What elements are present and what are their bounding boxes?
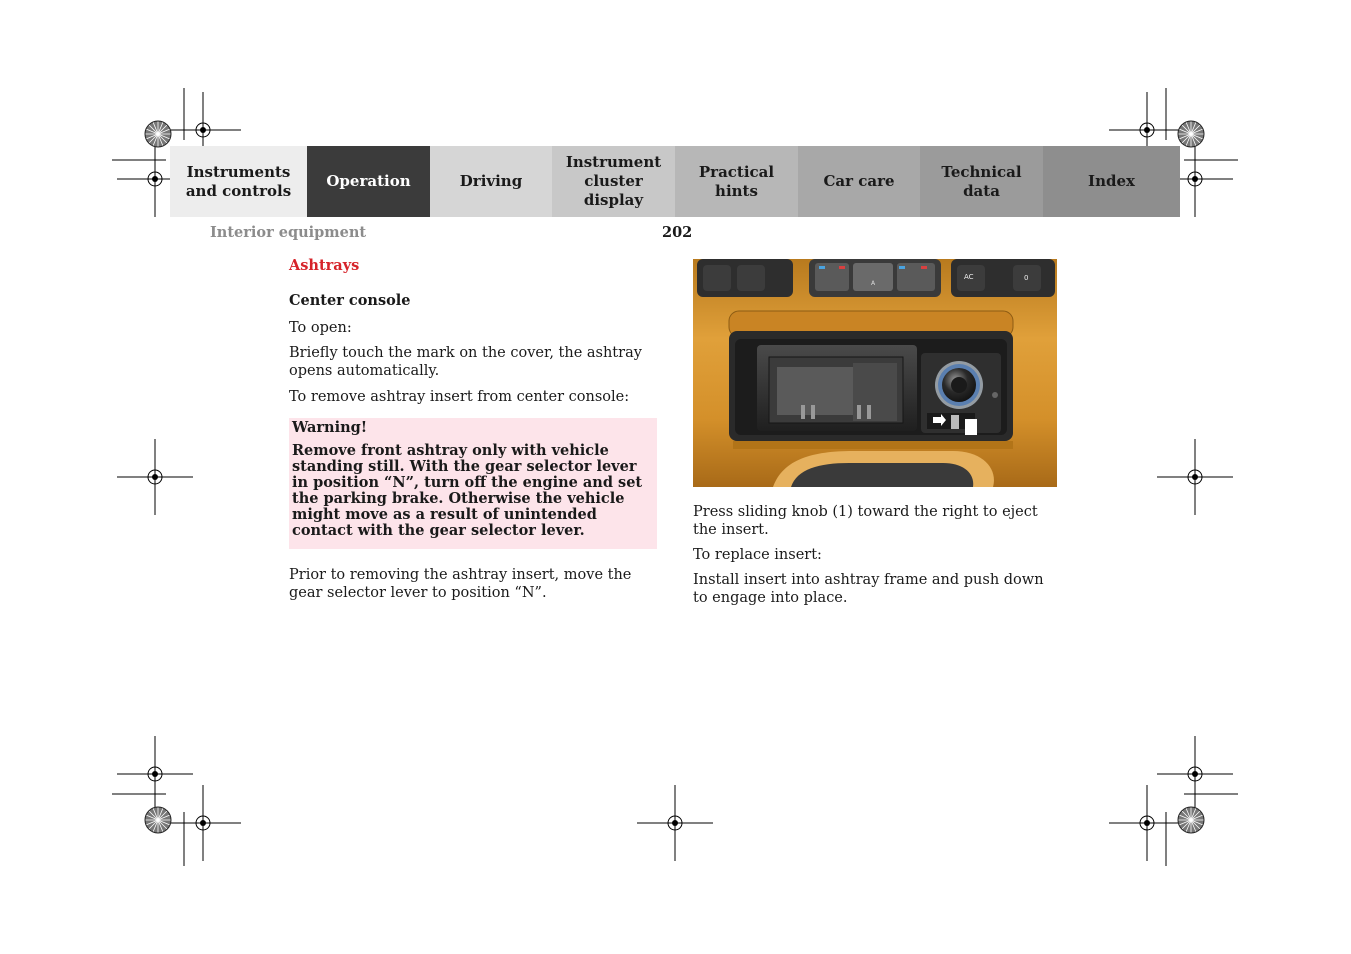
chapter-nav bbox=[170, 146, 1180, 217]
tab-label: Technical data bbox=[941, 162, 1022, 200]
tab-label: Practical hints bbox=[698, 162, 775, 200]
tab-instruments-and-controls[interactable] bbox=[170, 146, 307, 217]
ac-label: AC bbox=[964, 273, 974, 281]
paragraph: To open: bbox=[289, 320, 352, 336]
tab-practical-hints[interactable] bbox=[675, 146, 798, 217]
section-title: Interior equipment bbox=[210, 224, 367, 241]
right-column bbox=[693, 503, 1057, 607]
warning-text: Remove front ashtray only with vehicle standing still. With the gear selector lever in position “N”, turn off the engine and set the parking brake. Otherwise the vehicle might move as a result of unintended contact with the gear selector lever. bbox=[292, 442, 643, 539]
paragraph: Install insert into ashtray frame and push down to engage into place. bbox=[693, 572, 1044, 606]
tab-operation[interactable] bbox=[307, 146, 430, 217]
tab-label: Index bbox=[1088, 172, 1135, 190]
tab-driving[interactable] bbox=[430, 146, 552, 217]
tab-label: Driving bbox=[459, 172, 523, 190]
warning-title: Warning! bbox=[292, 419, 368, 436]
tab-technical-data[interactable] bbox=[920, 146, 1043, 217]
tab-instrument-cluster-display[interactable] bbox=[552, 146, 675, 217]
tab-label: Operation bbox=[326, 172, 411, 190]
tab-car-care[interactable] bbox=[798, 146, 920, 217]
paragraph: Prior to removing the ashtray insert, move the gear selector lever to position “N”. bbox=[289, 567, 632, 601]
tab-label: Instrument cluster display bbox=[565, 153, 662, 209]
tab-label: Car care bbox=[823, 172, 895, 190]
paragraph: To replace insert: bbox=[693, 547, 822, 563]
page-number: 202 bbox=[662, 224, 693, 241]
tab-label: Instruments and controls bbox=[185, 162, 292, 200]
paragraph: To remove ashtray insert from center console: bbox=[289, 389, 630, 405]
auto-label: A bbox=[870, 280, 876, 287]
zero-label: 0 bbox=[1024, 274, 1029, 282]
paragraph: Press sliding knob (1) toward the right to eject the insert. bbox=[693, 504, 1038, 538]
subheading: Center console bbox=[289, 292, 411, 309]
page-title: Ashtrays bbox=[289, 257, 360, 274]
ashtray-photo bbox=[693, 259, 1057, 487]
left-column bbox=[289, 256, 657, 602]
paragraph: Briefly touch the mark on the cover, the ashtray opens automatically. bbox=[289, 345, 642, 379]
tab-index[interactable] bbox=[1043, 146, 1180, 217]
warning-box bbox=[289, 418, 657, 549]
